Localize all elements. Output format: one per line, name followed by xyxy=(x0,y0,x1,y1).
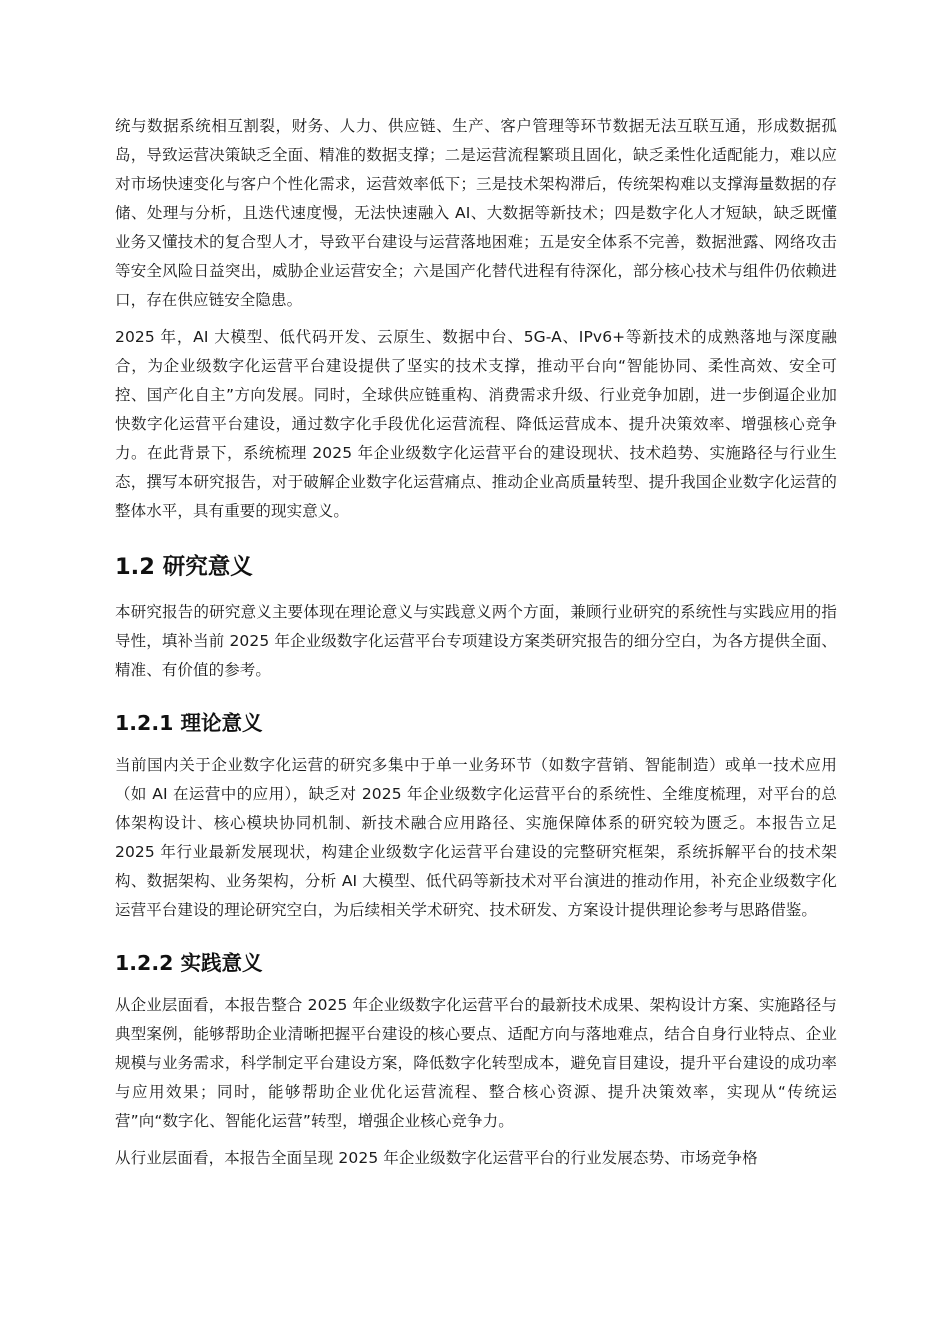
intro-paragraph-1: 统与数据系统相互割裂，财务、人力、供应链、生产、客户管理等环节数据无法互联互通，形成数据孤岛，导致运营决策缺乏全面、精准的数据支撑；二是运营流程繁琐且固化，缺乏柔性化适配能力，难以应对市场快速变化与客户个性化需求，运营效率低下；三是技术架构滞后，传统架构难以支撑海量数据的存储、处理与分析，且迭代速度慢，无法快速融入 AI、大数据等新技术；四是数字化人才短缺，缺乏既懂业务又懂技术的复合型人才，导致平台建设与运营落地困难；五是安全体系不完善，数据泄露、网络攻击等安全风险日益突出，威胁企业运营安全；六是国产化替代进程有待深化，部分核心技术与组件仍依赖进口，存在供应链安全隐患。 xyxy=(115,117,837,309)
section-1-2-2-paragraph-2: 从行业层面看，本报告全面呈现 2025 年企业级数字化运营平台的行业发展态势、市场竞争格 xyxy=(115,1149,758,1167)
section-heading-1-2-1: 1.2.1 理论意义 xyxy=(115,711,263,735)
intro-paragraph-2: 2025 年，AI 大模型、低代码开发、云原生、数据中台、5G-A、IPv6+等新技术的成熟落地与深度融合，为企业级数字化运营平台建设提供了坚实的技术支撑，推动平台向“智能协同、柔性高效、安全可控、国产化自主”方向发展。同时，全球供应链重构、消费需求升级、行业竞争加剧，进一步倒逼企业加快数字化运营平台建设，通过数字化手段优化运营流程、降低运营成本、提升决策效率、增强核心竞争力。在此背景下，系统梳理 2025 年企业级数字化运营平台的建设现状、技术趋势、实施路径与行业生态，撰写本研究报告，对于破解企业数字化运营痛点、推动企业高质量转型、提升我国企业数字化运营的整体水平，具有重要的现实意义。 xyxy=(115,328,837,520)
section-heading-1-2-2: 1.2.2 实践意义 xyxy=(115,951,263,975)
section-1-2-1-paragraph: 当前国内关于企业数字化运营的研究多集中于单一业务环节（如数字营销、智能制造）或单一技术应用（如 AI 在运营中的应用），缺乏对 2025 年企业级数字化运营平台的系统性、全维度梳理，对平台的总体架构设计、核心模块协同机制、新技术融合应用路径、实施保障体系的研究较为匮乏。本报告立足 2025 年行业最新发展现状，构建企业级数字化运营平台建设的完整研究框架，系统拆解平台的技术架构、数据架构、业务架构，分析 AI 大模型、低代码等新技术对平台演进的推动作用，补充企业级数字化运营平台建设的理论研究空白，为后续相关学术研究、技术研发、方案设计提供理论参考与思路借鉴。 xyxy=(115,756,837,919)
section-heading-1-2: 1.2 研究意义 xyxy=(115,554,253,580)
section-1-2-paragraph: 本研究报告的研究意义主要体现在理论意义与实践意义两个方面，兼顾行业研究的系统性与实践应用的指导性，填补当前 2025 年企业级数字化运营平台专项建设方案类研究报告的细分空白，为各方提供全面、精准、有价值的参考。 xyxy=(115,603,837,679)
section-1-2-2-paragraph-1: 从企业层面看，本报告整合 2025 年企业级数字化运营平台的最新技术成果、架构设计方案、实施路径与典型案例，能够帮助企业清晰把握平台建设的核心要点、适配方向与落地难点，结合自身行业特点、企业规模与业务需求，科学制定平台建设方案，降低数字化转型成本，避免盲目建设，提升平台建设的成功率与应用效果；同时，能够帮助企业优化运营流程、整合核心资源、提升决策效率，实现从“传统运营”向“数字化、智能化运营”转型，增强企业核心竞争力。 xyxy=(115,996,837,1130)
document-page xyxy=(115,112,837,1181)
